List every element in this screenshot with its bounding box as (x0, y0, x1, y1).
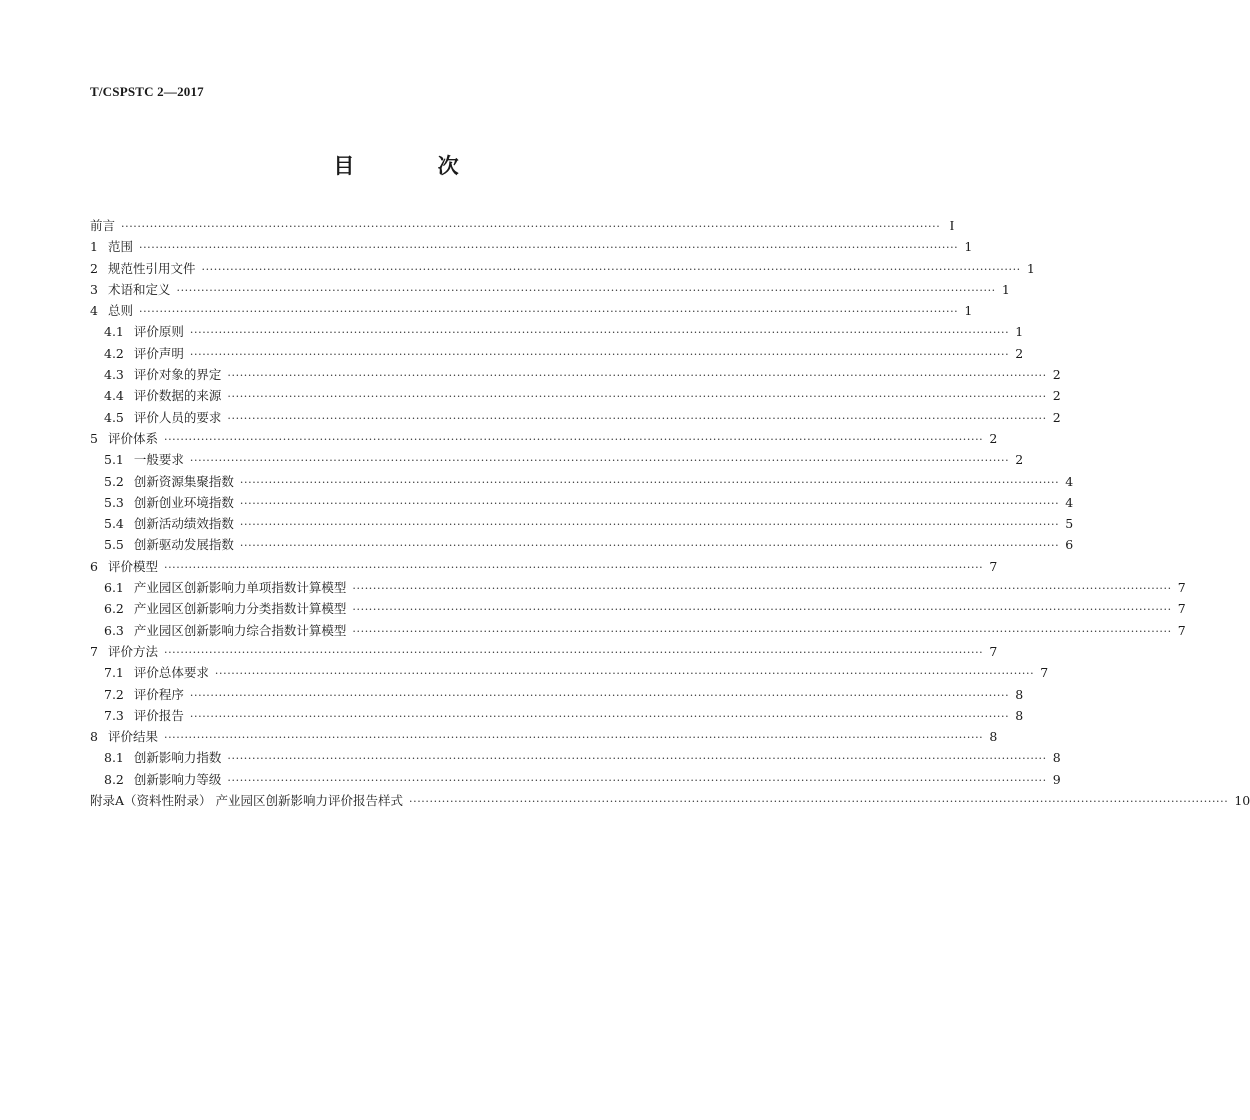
toc-entry-page: 2 (989, 430, 998, 446)
toc-entry-page: 1 (1001, 281, 1010, 297)
toc-entry-label (104, 770, 221, 788)
toc-entry[interactable] (90, 259, 1035, 280)
toc-entry-label (104, 386, 221, 404)
toc-entry[interactable] (90, 727, 998, 748)
dot-leader: ········································································································································································································ (189, 347, 1010, 361)
toc-entry-label (104, 472, 234, 490)
toc-entry-page: 7 (989, 643, 998, 659)
toc-entry-label (90, 429, 158, 447)
toc-entry-number: 4.2 (104, 345, 124, 361)
toc-entry-label (90, 791, 403, 809)
toc-entry-label (104, 535, 234, 553)
toc-entry-number: 5.2 (104, 473, 124, 489)
toc-entry-number: 6.1 (104, 580, 124, 596)
toc-entry-number: 5.3 (104, 494, 124, 510)
toc-entry[interactable] (90, 216, 955, 237)
toc-entry-number: 7.3 (104, 707, 124, 723)
document-code: T/CSPSTC 2—2017 (90, 84, 204, 99)
toc-entry-number: 6 (90, 558, 98, 574)
toc-entry-label (90, 280, 170, 298)
dot-leader: ········································································································································································································ (227, 773, 1047, 787)
dot-leader: ········································································································································································································ (138, 305, 959, 319)
toc-entry[interactable] (90, 408, 1061, 429)
toc-entry[interactable] (90, 663, 1049, 684)
dot-leader: ········································································································································································································ (201, 262, 1021, 276)
toc-entry[interactable] (90, 791, 1250, 812)
toc-entry-page: I (949, 219, 955, 234)
toc-entry-page: 8 (989, 729, 998, 745)
toc-entry[interactable] (90, 642, 998, 663)
toc-entry-title: 创新影响力指数 (133, 750, 222, 766)
dot-leader: ········································································································································································································ (176, 283, 996, 297)
toc-entry-label (104, 748, 221, 766)
toc-entry-number: 7.1 (104, 665, 124, 681)
toc-entry-page: 8 (1052, 750, 1061, 766)
toc-entry[interactable] (90, 557, 998, 578)
toc-entry-page: 8 (1015, 707, 1024, 723)
toc-entry-page: 7 (989, 558, 998, 574)
toc-entry-page: 2 (1015, 452, 1024, 468)
dot-leader: ········································································································································································································ (227, 390, 1047, 404)
toc-entry-page: 5 (1065, 516, 1074, 532)
toc-entry-title: 评价报告 (133, 707, 184, 723)
dot-leader: ········································································································································································································ (227, 369, 1047, 383)
toc-entry-page: 2 (1052, 409, 1061, 425)
toc-entry[interactable] (90, 514, 1074, 535)
toc-entry-number: 3 (90, 281, 98, 297)
toc-entry-title: 前言 (90, 218, 116, 233)
toc-entry-title: 附录A（资料性附录） 产业园区创新影响力评价报告样式 (90, 793, 404, 809)
dot-leader: ········································································································································································································ (239, 539, 1060, 553)
toc-entry-number: 5 (90, 430, 98, 446)
toc-entry-page: 7 (1177, 622, 1186, 638)
toc-entry-number: 7 (90, 643, 98, 659)
toc-entry-number: 4.3 (104, 367, 124, 383)
toc-entry[interactable] (90, 706, 1024, 727)
page-title: 目 次 (333, 153, 497, 178)
toc-entry-label (104, 322, 184, 340)
toc-entry-page: 6 (1065, 537, 1074, 553)
toc-entry-title: 评价数据的来源 (133, 388, 222, 404)
toc-entry[interactable] (90, 429, 998, 450)
dot-leader: ········································································································································································································ (352, 582, 1172, 596)
toc-entry[interactable] (90, 621, 1186, 642)
dot-leader: ········································································································································································································ (239, 496, 1060, 510)
toc-entry-title: 评价原则 (133, 324, 184, 340)
toc-entry-page: 7 (1177, 580, 1186, 596)
toc-entry-title: 一般要求 (133, 452, 184, 468)
toc-entry-page: 1 (1015, 324, 1024, 340)
toc-entry-number: 8.1 (104, 750, 124, 766)
toc-entry-label (90, 237, 133, 255)
toc-entry-page: 10 (1234, 793, 1250, 809)
toc-entry-title: 评价结果 (107, 729, 158, 745)
toc-entry[interactable] (90, 301, 973, 322)
dot-leader: ········································································································································································································ (239, 518, 1060, 532)
toc-entry-title: 创新活动绩效指数 (133, 516, 234, 532)
toc-entry-page: 9 (1052, 771, 1061, 787)
toc-entry[interactable] (90, 344, 1024, 365)
dot-leader: ········································································································································································································ (138, 241, 959, 255)
toc-entry-title: 评价总体要求 (133, 665, 209, 681)
toc-entry-title: 总则 (107, 303, 133, 319)
dot-leader: ········································································································································································································ (227, 752, 1047, 766)
toc-entry-page: 4 (1065, 494, 1074, 510)
toc-entry-number: 5.4 (104, 516, 124, 532)
toc-entry-number: 4 (90, 303, 98, 319)
toc-entry[interactable] (90, 599, 1186, 620)
toc-entry-label (104, 685, 184, 703)
toc-entry-title: 创新资源集聚指数 (133, 473, 234, 489)
toc-entry-label (104, 344, 184, 362)
toc-entry-label (104, 599, 346, 617)
toc-entry-title: 范围 (107, 239, 133, 255)
toc-entry-title: 产业园区创新影响力综合指数计算模型 (133, 622, 347, 638)
dot-leader: ········································································································································································································ (239, 475, 1060, 489)
dot-leader: ········································································································································································································ (352, 603, 1172, 617)
toc-entry-title: 产业园区创新影响力分类指数计算模型 (133, 601, 347, 617)
toc-entry-page: 2 (1052, 367, 1061, 383)
toc-entry-label (104, 706, 184, 724)
toc-entry[interactable] (90, 472, 1074, 493)
toc-entry-page: 1 (964, 303, 973, 319)
dot-leader: ········································································································································································································ (163, 645, 984, 659)
toc-entry-page: 7 (1040, 665, 1049, 681)
dot-leader: ········································································································································································································ (163, 560, 984, 574)
toc-entry-page: 1 (1026, 260, 1035, 276)
toc-entry-title: 评价方法 (107, 643, 158, 659)
toc-entry[interactable] (90, 685, 1024, 706)
toc-entry-number: 5.5 (104, 537, 124, 553)
toc-entry[interactable] (90, 748, 1061, 769)
table-of-contents (90, 216, 1250, 812)
toc-entry-label (90, 727, 158, 745)
toc-entry[interactable] (90, 280, 1010, 301)
dot-leader: ········································································································································································································ (189, 454, 1010, 468)
toc-entry-title: 创新驱动发展指数 (133, 537, 234, 553)
toc-entry-label (104, 493, 234, 511)
toc-entry[interactable] (90, 386, 1061, 407)
toc-entry-label (104, 663, 209, 681)
toc-entry[interactable] (90, 770, 1061, 791)
toc-entry-label (104, 450, 184, 468)
toc-entry-title: 术语和定义 (107, 281, 171, 297)
dot-leader: ········································································································································································································ (189, 709, 1010, 723)
toc-entry-title: 评价体系 (107, 430, 158, 446)
toc-entry-page: 2 (1015, 345, 1024, 361)
toc-entry-number: 1 (90, 239, 98, 255)
toc-entry-page: 2 (1052, 388, 1061, 404)
dot-leader: ········································································································································································································ (214, 667, 1035, 681)
toc-entry-page: 8 (1015, 686, 1024, 702)
dot-leader: ········································································································································································································ (189, 326, 1010, 340)
toc-entry-page: 1 (964, 239, 973, 255)
dot-leader: ········································································································································································································ (227, 411, 1047, 425)
toc-entry-title: 产业园区创新影响力单项指数计算模型 (133, 580, 347, 596)
toc-entry-title: 评价程序 (133, 686, 184, 702)
toc-entry-label (104, 514, 234, 532)
toc-entry-number: 8 (90, 729, 98, 745)
toc-entry-title: 创新创业环境指数 (133, 494, 234, 510)
toc-entry-label (104, 408, 221, 426)
toc-entry-label (90, 557, 158, 575)
toc-entry-title: 评价人员的要求 (133, 409, 222, 425)
toc-entry[interactable] (90, 450, 1024, 471)
toc-entry-number: 4.1 (104, 324, 124, 340)
toc-entry-number: 4.4 (104, 388, 124, 404)
toc-entry-label (90, 301, 133, 319)
toc-entry[interactable] (90, 237, 973, 258)
toc-entry[interactable] (90, 493, 1074, 514)
dot-leader: ········································································································································································································ (409, 795, 1229, 809)
toc-entry[interactable] (90, 535, 1074, 556)
toc-entry-title: 评价声明 (133, 345, 184, 361)
toc-entry-label (90, 216, 115, 234)
toc-entry[interactable] (90, 578, 1186, 599)
dot-leader: ········································································································································································································ (189, 688, 1010, 702)
toc-entry-label (104, 365, 221, 383)
toc-entry[interactable] (90, 322, 1024, 343)
toc-entry-number: 8.2 (104, 771, 124, 787)
toc-entry-label (90, 259, 195, 277)
toc-entry-number: 4.5 (104, 409, 124, 425)
toc-entry-title: 评价模型 (107, 558, 158, 574)
toc-entry-title: 创新影响力等级 (133, 771, 222, 787)
dot-leader: ········································································································································································································ (352, 624, 1172, 638)
toc-entry-page: 4 (1065, 473, 1074, 489)
dot-leader: ········································································································································································································ (121, 220, 941, 233)
toc-entry-label (104, 621, 346, 639)
dot-leader: ········································································································································································································ (163, 731, 984, 745)
toc-entry-page: 7 (1177, 601, 1186, 617)
toc-entry-label (90, 642, 158, 660)
toc-entry-number: 6.2 (104, 601, 124, 617)
toc-entry-number: 7.2 (104, 686, 124, 702)
toc-entry[interactable] (90, 365, 1061, 386)
toc-entry-label (104, 578, 346, 596)
toc-entry-title: 规范性引用文件 (107, 260, 196, 276)
toc-entry-title: 评价对象的界定 (133, 367, 222, 383)
toc-entry-number: 5.1 (104, 452, 124, 468)
dot-leader: ········································································································································································································ (163, 432, 984, 446)
toc-entry-number: 6.3 (104, 622, 124, 638)
toc-entry-number: 2 (90, 260, 98, 276)
